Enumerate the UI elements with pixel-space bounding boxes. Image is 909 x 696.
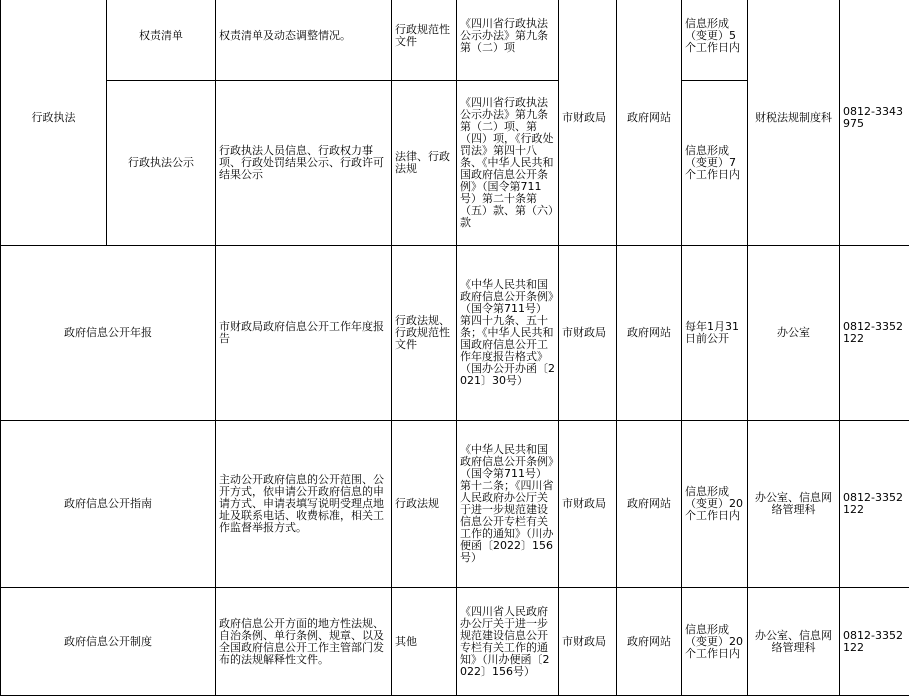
- item-cell: 政府信息公开指南: [1, 421, 216, 588]
- dept-cell: 办公室: [748, 246, 840, 421]
- channel-cell: 政府网站: [617, 588, 682, 696]
- phone-cell: 0812-3352122: [840, 246, 909, 421]
- time-cell: 信息形成（变更）7个工作日内: [682, 81, 748, 246]
- table-row: [1, 588, 909, 696]
- dept-cell: 办公室、信息网络管理科: [748, 588, 840, 696]
- time-cell: 信息形成（变更）20个工作日内: [682, 588, 748, 696]
- basis-type-cell: 法律、行政法规: [392, 81, 457, 246]
- basis-cell: 《四川省行政执法公示办法》第九条第（二）项: [457, 0, 559, 81]
- basis-type-cell: 行政规范性文件: [392, 0, 457, 81]
- subject-cell: 市财政局: [559, 421, 617, 588]
- basis-cell: 《四川省行政执法公示办法》第九条第（二）项、第（四）项，《行政处罚法》第四十八条、《中华人民共和国政府信息公开条例》（国令第711号）第二十条第（五）款、第（六）款: [457, 81, 559, 246]
- subject-cell: 市财政局: [559, 588, 617, 696]
- table-row: [1, 0, 909, 81]
- dept-cell: 财税法规制度科: [748, 0, 840, 246]
- basis-cell: 《四川省人民政府办公厅关于进一步规范建设信息公开专栏有关工作的通知》（川办便函〔2022〕156号）: [457, 588, 559, 696]
- table-row: [1, 246, 909, 421]
- content-cell: 市财政局政府信息公开工作年度报告: [216, 246, 392, 421]
- subject-cell: 市财政局: [559, 246, 617, 421]
- dept-cell: 办公室、信息网络管理科: [748, 421, 840, 588]
- phone-cell: 0812-3343975: [840, 0, 909, 246]
- subject-cell: 市财政局: [559, 0, 617, 246]
- time-cell: 信息形成（变更）20个工作日内: [682, 421, 748, 588]
- category-cell: 行政执法: [1, 0, 107, 246]
- channel-cell: 政府网站: [617, 246, 682, 421]
- basis-type-cell: 其他: [392, 588, 457, 696]
- channel-cell: 政府网站: [617, 421, 682, 588]
- basis-type-cell: 行政法规、行政规范性文件: [392, 246, 457, 421]
- table-row: [1, 421, 909, 588]
- content-cell: 行政执法人员信息、行政权力事项、行政处罚结果公示、行政许可结果公示: [216, 81, 392, 246]
- item-cell: 权责清单: [107, 0, 216, 81]
- content-cell: 政府信息公开方面的地方性法规、自治条例、单行条例、规章、以及全国政府信息公开工作主管部门发布的法规解释性文件。: [216, 588, 392, 696]
- basis-cell: 《中华人民共和国政府信息公开条例》（国令第711号）第四十九条、五十条；《中华人民共和国政府信息公开工作年度报告格式》（国办公开办函〔2021〕30号）: [457, 246, 559, 421]
- time-cell: 每年1月31日前公开: [682, 246, 748, 421]
- phone-cell: 0812-3352122: [840, 421, 909, 588]
- content-cell: 主动公开政府信息的公开范围、公开方式，依申请公开政府信息的申请方式、申请表填写说明受理点地址及联系电话、收费标准，相关工作监督举报方式。: [216, 421, 392, 588]
- basis-type-cell: 行政法规: [392, 421, 457, 588]
- basis-cell: 《中华人民共和国政府信息公开条例》（国令第711号）第十二条；《四川省人民政府办公厅关于进一步规范建设信息公开专栏有关工作的通知》（川办便函〔2022〕156号）: [457, 421, 559, 588]
- content-cell: 权责清单及动态调整情况。: [216, 0, 392, 81]
- phone-cell: 0812-3352122: [840, 588, 909, 696]
- channel-cell: 政府网站: [617, 0, 682, 246]
- item-cell: 政府信息公开制度: [1, 588, 216, 696]
- item-cell: 行政执法公示: [107, 81, 216, 246]
- item-cell: 政府信息公开年报: [1, 246, 216, 421]
- time-cell: 信息形成（变更）5个工作日内: [682, 0, 748, 81]
